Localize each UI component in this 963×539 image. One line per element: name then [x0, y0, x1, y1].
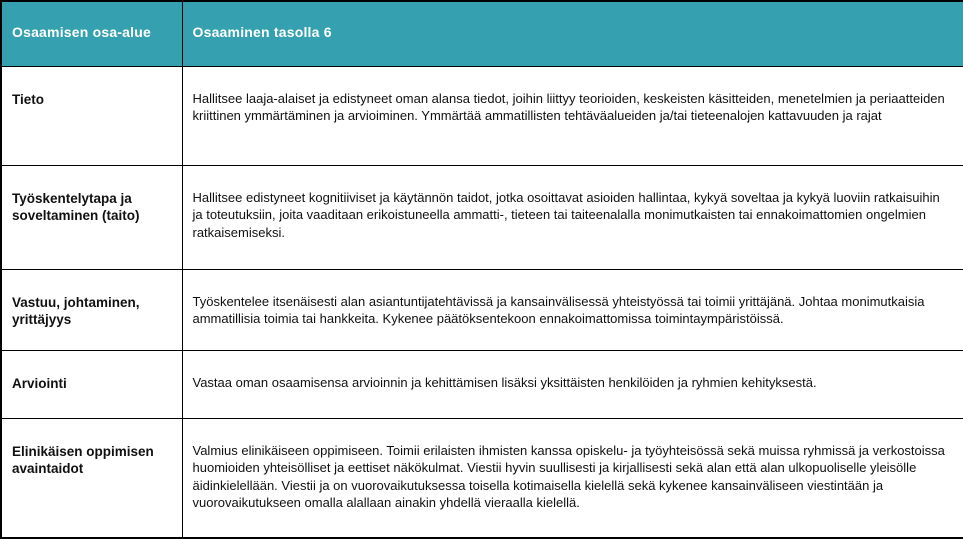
row-description-tieto: Hallitsee laaja-alaiset ja edistyneet oman alansa tiedot, joihin liittyy teorioiden, keskeisten käsitteiden, menetelmien ja periaatteiden kriittinen ymmärtäminen ja arvioiminen. Ymmärtää ammatillisten tehtäväalueiden ja/tai tieteenalojen kattavuuden ja rajat — [182, 66, 963, 165]
table-row-elinikainen-oppiminen — [1, 418, 963, 538]
header-row — [1, 1, 963, 66]
table-row-tyoskentelytapa — [1, 165, 963, 269]
row-description-vastuu: Työskentelee itsenäisesti alan asiantuntijatehtävissä ja kansainvälisessä yhteistyössä tai toimii yrittäjänä. Johtaa monimutkaisia ammatillisia toimia tai hankkeita. Kykenee päätöksentekoon ennakoimattomissa toimintaympäristöissä. — [182, 269, 963, 350]
row-description-tyoskentelytapa: Hallitsee edistyneet kognitiiviset ja käytännön taidot, jotka osoittavat asioiden hallintaa, kykyä soveltaa ja kykyä luoviin ratkaisuihin ja toteutuksiin, joita vaaditaan erikoistuneella ammatti-, tieteen tai taiteenalalla monimutkaisten tai ennakoimattomien ongelmien ratkaisemiseksi. — [182, 165, 963, 269]
header-cell-competence-area: Osaamisen osa-alue — [1, 1, 182, 66]
header-cell-level-6: Osaaminen tasolla 6 — [182, 1, 963, 66]
row-label-arviointi: Arviointi — [1, 350, 182, 418]
row-label-tyoskentelytapa: Työskentelytapa ja soveltaminen (taito) — [1, 165, 182, 269]
row-label-elinikainen-oppiminen: Elinikäisen oppimisen avaintaidot — [1, 418, 182, 538]
row-label-tieto: Tieto — [1, 66, 182, 165]
table-row-vastuu — [1, 269, 963, 350]
row-description-elinikainen-oppiminen: Valmius elinikäiseen oppimiseen. Toimii erilaisten ihmisten kanssa opiskelu- ja työyhteisössä sekä muissa ryhmissä ja verkostoissa huomioiden yhteisölliset ja eettiset näkökulmat. Viestii hyvin suullisesti ja kirjallisesti sekä alan että alan ulkopuoliselle yleisölle äidinkielellään. Viestii ja on vuorovaikutuksessa toisella kotimaisella kielellä sekä kykenee kansainväliseen viestintään ja vuorovaikutukseen omalla alallaan ainakin yhdellä vieraalla kielellä. — [182, 418, 963, 538]
row-label-vastuu: Vastuu, johtaminen, yrittäjyys — [1, 269, 182, 350]
table-row-tieto — [1, 66, 963, 165]
table-row-arviointi — [1, 350, 963, 418]
row-description-arviointi: Vastaa oman osaamisensa arvioinnin ja kehittämisen lisäksi yksittäisten henkilöiden ja ryhmien kehityksestä. — [182, 350, 963, 418]
